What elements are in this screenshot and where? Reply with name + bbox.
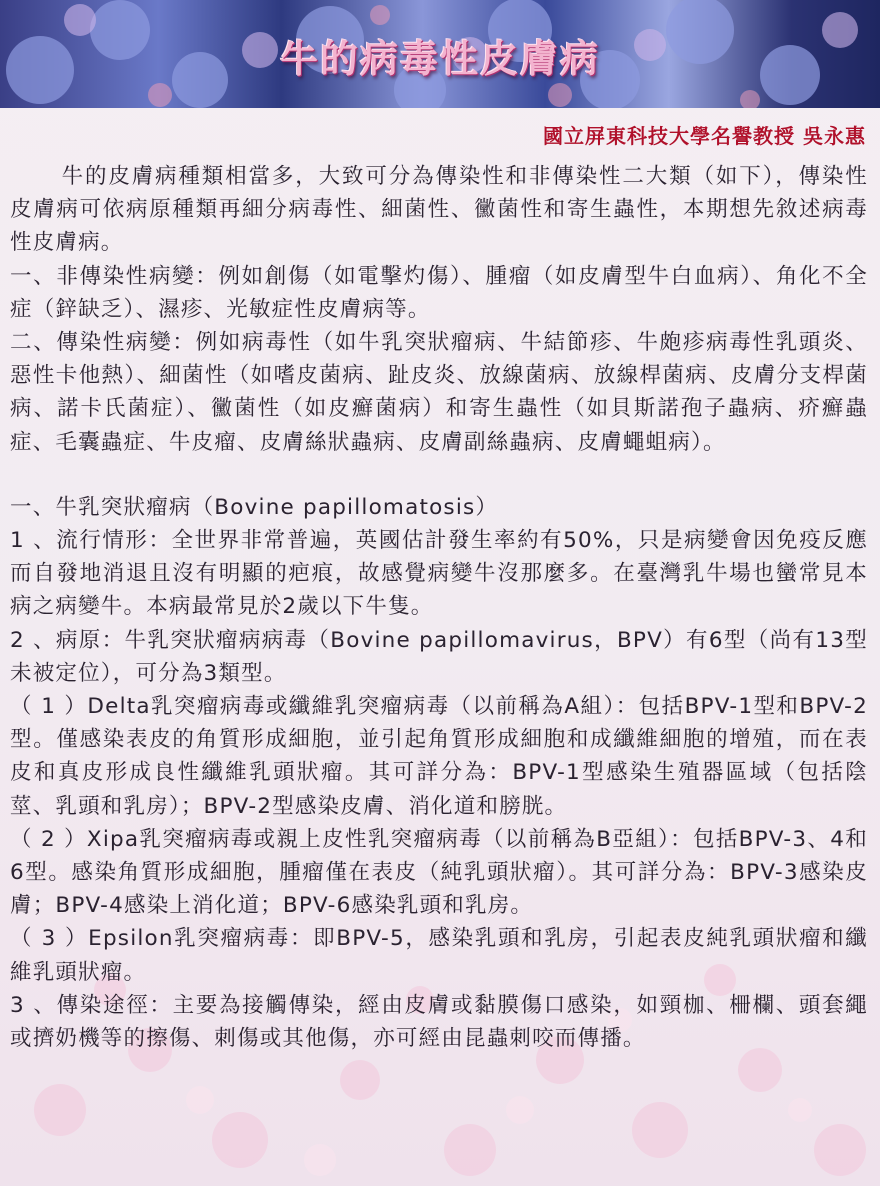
non-infectious-category: 一、非傳染性病變：例如創傷（如電擊灼傷）、腫瘤（如皮膚型牛白血病）、角化不全症（鋅缺乏）、濕疹、光敏症性皮膚病等。 [10,263,868,322]
transmission-paragraph: 3 、傳染途徑：主要為接觸傳染，經由皮膚或黏膜傷口感染，如頸枷、柵欄、頭套繩或擠奶機等的擦傷、刺傷或其他傷，亦可經由昆蟲刺咬而傳播。 [10,992,868,1052]
article-body [10,160,868,1055]
paragraph-gap [10,459,868,491]
header-banner [0,0,880,108]
delta-papillomavirus-paragraph: （ 1 ）Delta乳突瘤病毒或纖維乳突瘤病毒（以前稱為A組）：包括BPV-1型和BPV-2型。僅感染表皮的角質形成細胞，並引起角質形成細胞和成纖維細胞的增殖，而在表皮和真皮形成良性纖維乳頭狀瘤。其可詳分為：BPV-1型感染生殖器區域（包括陰莖、乳頭和乳房）；BPV-2型感染皮膚、消化道和膀胱。 [10,694,868,819]
etiology-paragraph: 2 、病原：牛乳突狀瘤病病毒（Bovine papillomavirus，BPV）有6型（尚有13型未被定位），可分為3類型。 [10,627,868,686]
epsilon-papillomavirus-paragraph: （ 3 ）Epsilon乳突瘤病毒：即BPV-5，感染乳頭和乳房，引起表皮純乳頭狀瘤和纖維乳頭狀瘤。 [10,926,868,985]
epidemiology-paragraph: 1 、流行情形：全世界非常普遍，英國估計發生率約有50%，只是病變會因免疫反應而自發地消退且沒有明顯的疤痕，故感覺病變牛沒那麼多。在臺灣乳牛場也蠻常見本病之病變牛。本病最常見於2歲以下牛隻。 [10,528,868,620]
infectious-category: 二、傳染性病變：例如病毒性（如牛乳突狀瘤病、牛結節疹、牛皰疹病毒性乳頭炎、惡性卡他熱）、細菌性（如嗜皮菌病、趾皮炎、放線菌病、放線桿菌病、皮膚分支桿菌病、諾卡氏菌症）、黴菌性（如皮癬菌病）和寄生蟲性（如貝斯諾孢子蟲病、疥癬蟲症、毛囊蟲症、牛皮瘤、皮膚絲狀蟲病、皮膚副絲蟲病、皮膚蠅蛆病）。 [10,330,868,455]
article-title: 牛的病毒性皮膚病 [279,37,600,81]
xipa-papillomavirus-paragraph: （ 2 ）Xipa乳突瘤病毒或親上皮性乳突瘤病毒（以前稱為B亞組）：包括BPV-3、4和6型。感染角質形成細胞，腫瘤僅在表皮（純乳頭狀瘤）。其可詳分為：BPV-3感染皮膚；BPV-4感染上消化道；BPV-6感染乳頭和乳房。 [10,826,868,919]
section-heading: 一、牛乳突狀瘤病（Bovine papillomatosis） [10,494,499,520]
author-byline: 國立屏東科技大學名譽教授 吳永惠 [543,124,866,148]
intro-paragraph: 牛的皮膚病種類相當多，大致可分為傳染性和非傳染性二大類（如下），傳染性皮膚病可依病原種類再細分病毒性、細菌性、黴菌性和寄生蟲性，本期想先敘述病毒性皮膚病。 [10,164,868,256]
